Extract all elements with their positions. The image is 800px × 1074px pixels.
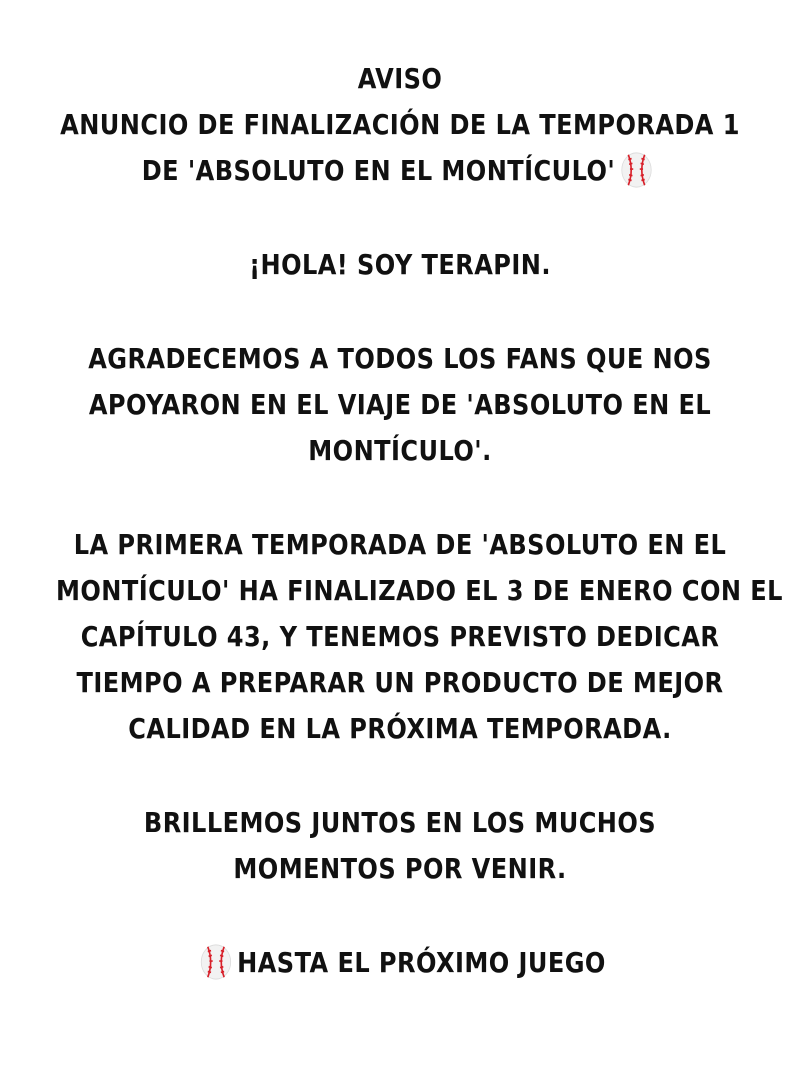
thanks-line: MONTÍCULO'.: [308, 434, 492, 467]
greeting: ¡HOLA! SOY TERAPIN.: [249, 248, 551, 281]
thanks-line: APOYARON EN EL VIAJE DE 'ABSOLUTO EN EL: [88, 388, 712, 421]
closing-line: MOMENTOS POR VENIR.: [233, 852, 567, 885]
baseball-icon: [199, 943, 232, 981]
announcement-line: MONTÍCULO' HA FINALIZADO EL 3 DE ENERO CON EL: [56, 574, 783, 607]
notice-title-line-1: ANUNCIO DE FINALIZACIÓN DE LA TEMPORADA 1: [60, 108, 740, 141]
signoff-text: HASTA EL PRÓXIMO JUEGO: [237, 946, 606, 979]
announcement-line: LA PRIMERA TEMPORADA DE 'ABSOLUTO EN EL: [73, 528, 727, 561]
thanks-line: AGRADECEMOS A TODOS LOS FANS QUE NOS: [88, 342, 712, 375]
notice-title-line-2: DE 'ABSOLUTO EN EL MONTÍCULO': [141, 154, 616, 187]
signoff-row: [56, 940, 744, 986]
announcement-line: CALIDAD EN LA PRÓXIMA TEMPORADA.: [128, 712, 672, 745]
closing-line: BRILLEMOS JUNTOS EN LOS MUCHOS: [143, 806, 657, 839]
baseball-icon: [620, 151, 653, 189]
notice-heading: AVISO: [357, 62, 443, 95]
announcement-line: TIEMPO A PREPARAR UN PRODUCTO DE MEJOR: [76, 666, 724, 699]
notice-title-line-2-row: [56, 148, 744, 194]
season-end-notice: [56, 0, 783, 1074]
announcement-line: CAPÍTULO 43, Y TENEMOS PREVISTO DEDICAR: [80, 620, 720, 653]
